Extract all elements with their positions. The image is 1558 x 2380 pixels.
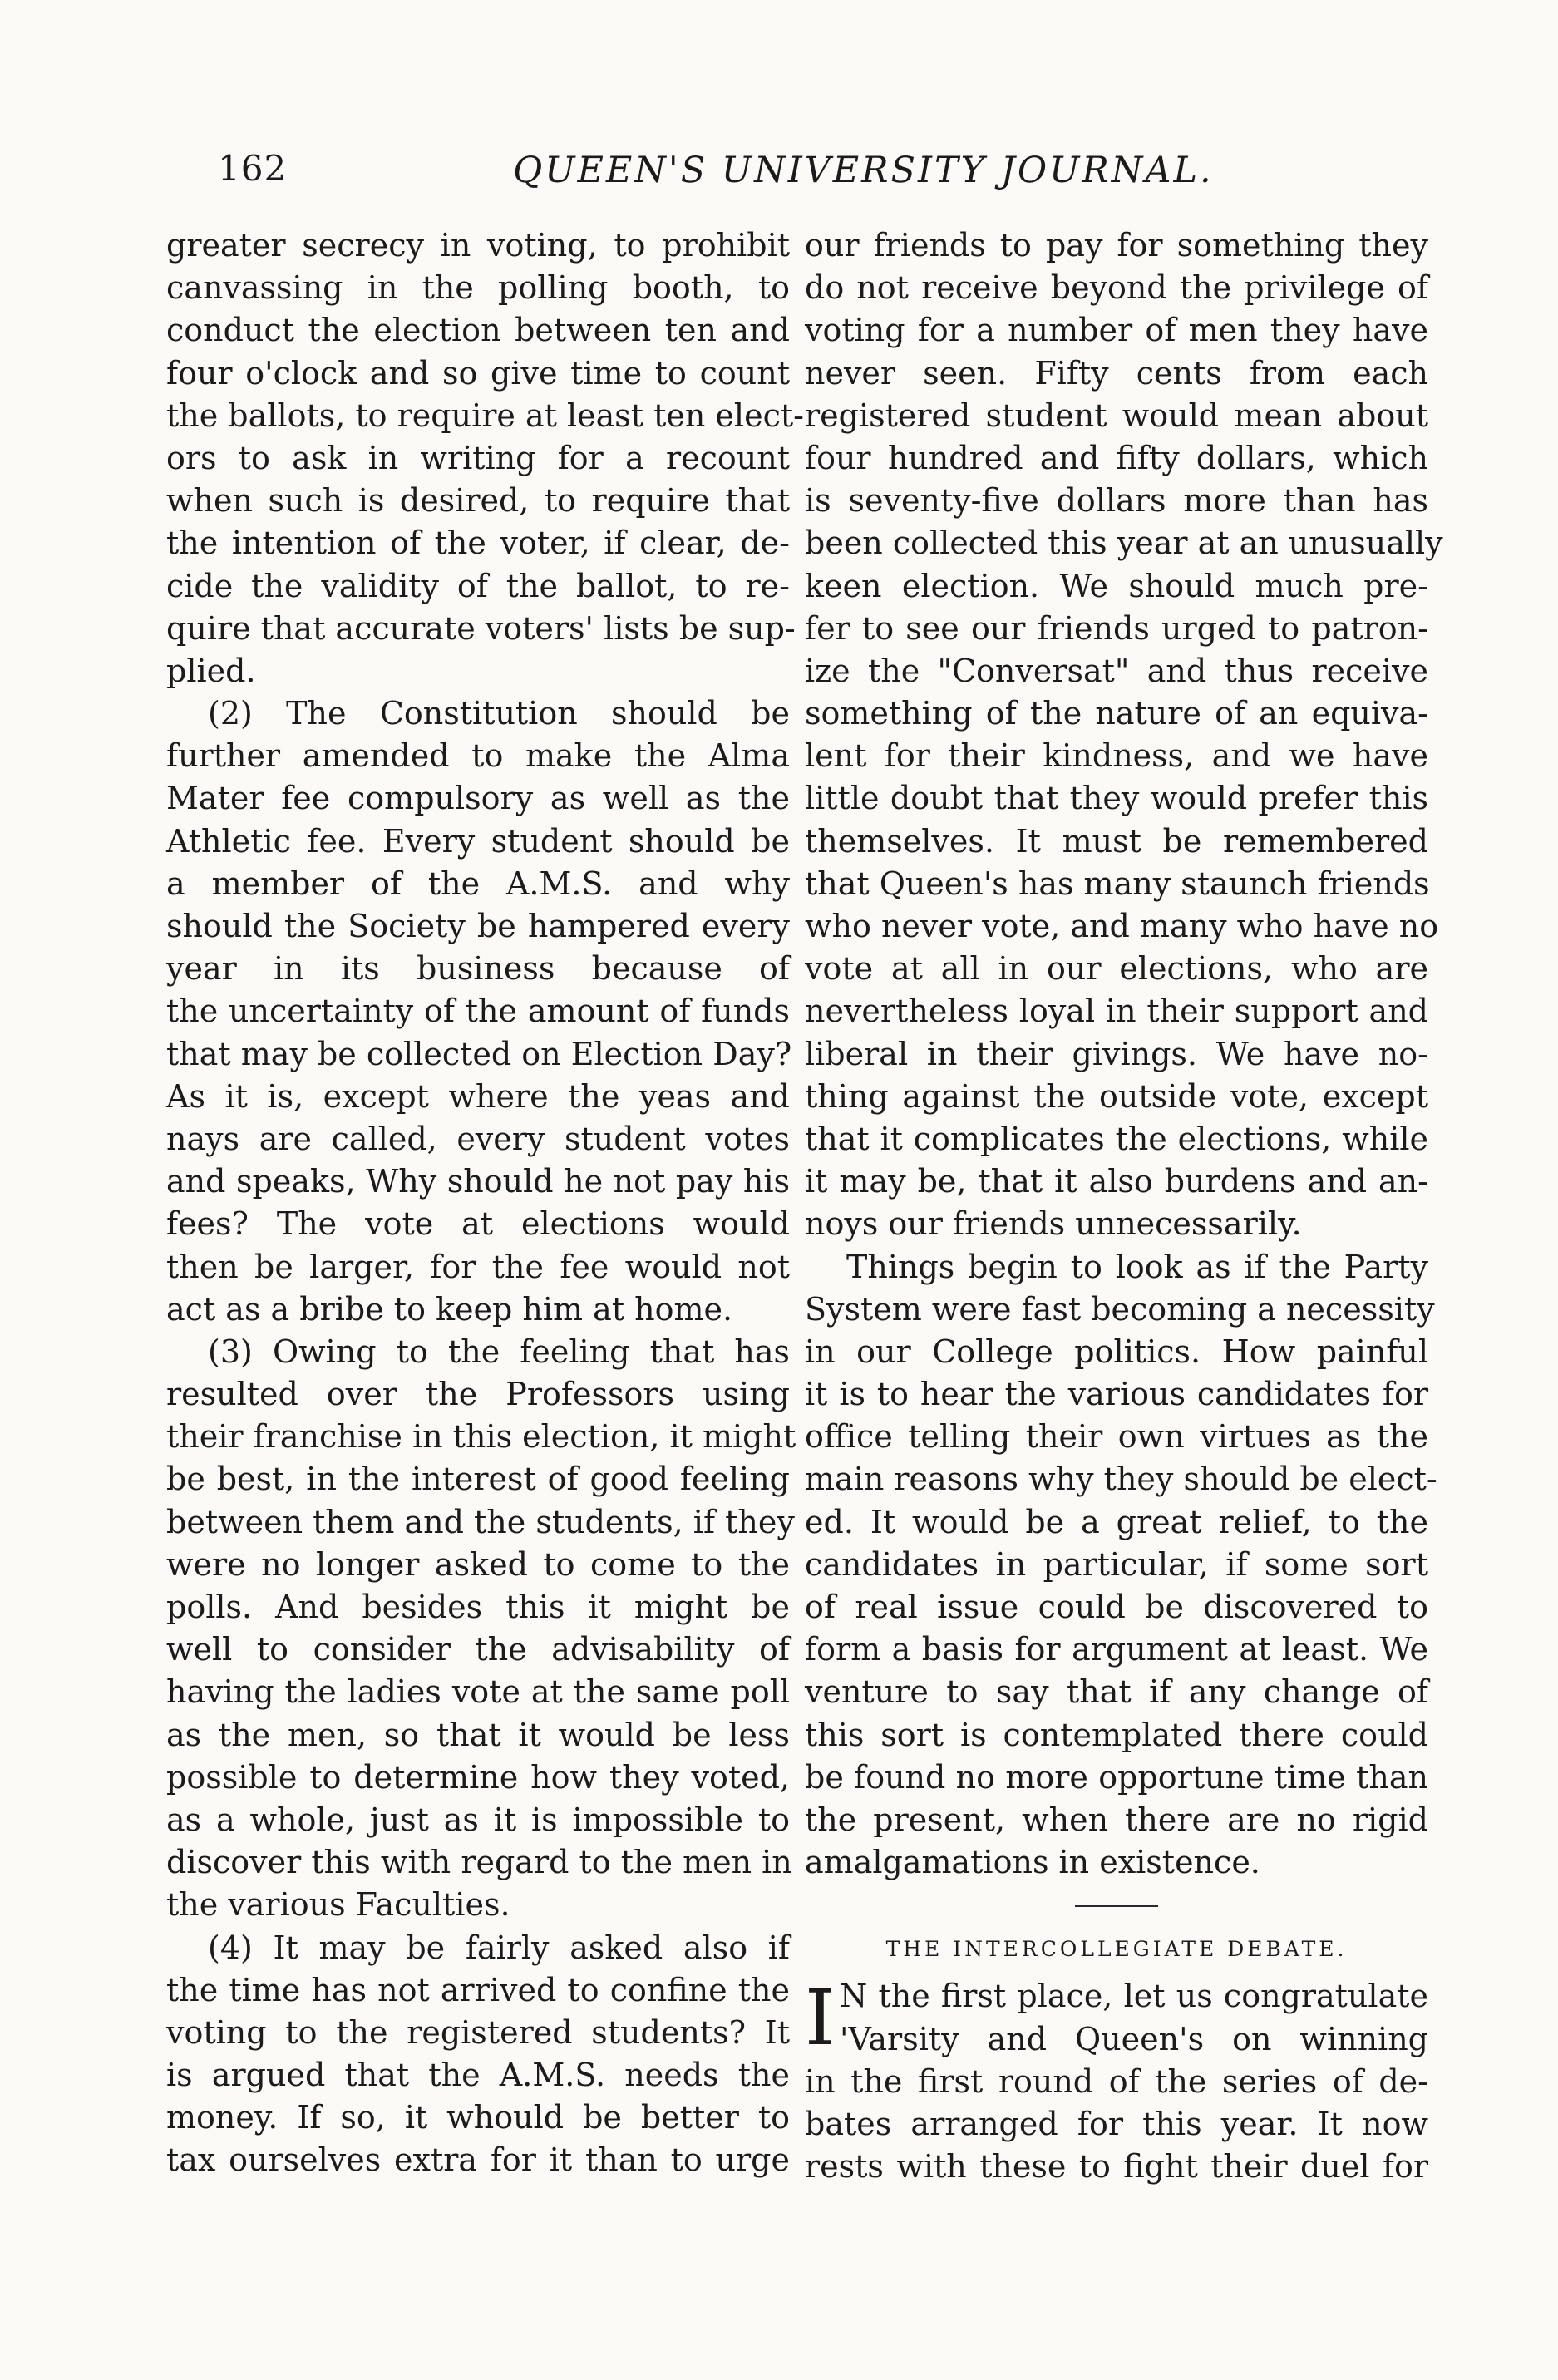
section-divider: [1075, 1905, 1158, 1907]
text-line: ors to ask in writing for a recount: [166, 439, 790, 476]
text-line: the various Faculties.: [166, 1886, 510, 1924]
text-line: having the ladies vote at the same poll: [166, 1673, 790, 1711]
text-line: System were fast becoming a necessity: [805, 1290, 1435, 1328]
text-line: office telling their own virtues as the: [805, 1418, 1428, 1456]
text-line: resulted over the Professors using: [166, 1376, 790, 1413]
text-line: lent for their kindness, and we have: [805, 737, 1428, 775]
text-line: in the first round of the series of de-: [805, 2062, 1428, 2100]
text-line: who never vote, and many who have no: [805, 908, 1439, 944]
text-line: fees? The vote at elections would: [166, 1205, 790, 1243]
text-line: plied.: [166, 652, 256, 689]
text-line: that Queen's has many staunch friends: [805, 865, 1430, 902]
text-line: be found no more opportune time than: [805, 1758, 1428, 1796]
text-line: further amended to make the Alma: [166, 737, 790, 775]
text-line: Things begin to look as if the Party: [846, 1248, 1428, 1285]
text-line: rests with these to fight their duel for: [805, 2148, 1428, 2185]
text-line: of real issue could be discovered to: [805, 1589, 1428, 1625]
drop-cap: I: [805, 1973, 836, 2063]
text-line: the intention of the voter, if clear, de-: [166, 525, 790, 562]
text-line: keen election. We should much pre-: [805, 567, 1428, 604]
text-line: cide the validity of the ballot, to re-: [166, 567, 790, 604]
text-line: something of the nature of an equiva-: [805, 695, 1428, 732]
text-line: the uncertainty of the amount of funds: [166, 993, 790, 1030]
text-line: as the men, so that it would be less: [166, 1716, 790, 1753]
text-line: conduct the election between ten and: [166, 312, 790, 349]
text-line: candidates in particular, if some sort: [805, 1545, 1428, 1583]
text-line: this sort is contemplated there could: [805, 1716, 1428, 1753]
text-line: that it complicates the elections, while: [805, 1120, 1428, 1157]
text-line: As it is, except where the yeas and: [166, 1077, 790, 1115]
text-line: when such is desired, to require that: [166, 482, 790, 520]
text-line: our friends to pay for something they: [805, 227, 1428, 264]
text-line: been collected this year at an unusually: [805, 525, 1443, 562]
text-line: amalgamations in existence.: [805, 1844, 1260, 1881]
text-line: thing against the outside vote, except: [805, 1077, 1428, 1115]
text-line: vote at all in our elections, who are: [805, 950, 1428, 988]
text-line: voting for a number of men they have: [805, 312, 1428, 349]
text-line: then be larger, for the fee would not: [166, 1248, 790, 1285]
text-line: (2) The Constitution should be: [208, 695, 790, 732]
text-line: is argued that the A.M.S. needs the: [166, 2057, 790, 2094]
text-line: money. If so, it whould be better to: [166, 2099, 790, 2136]
text-line: (3) Owing to the feeling that has: [208, 1333, 790, 1370]
section-heading: THE INTERCOLLEGIATE DEBATE.: [885, 1937, 1348, 1962]
text-line: voting to the registered students? It: [166, 2013, 790, 2051]
page-number: 162: [218, 148, 288, 189]
text-line: quire that accurate voters' lists be sup-: [166, 609, 796, 647]
text-line: canvassing in the polling booth, to: [166, 269, 790, 307]
text-line: main reasons why they should be elect-: [805, 1461, 1437, 1498]
text-line: bates arranged for this year. It now: [805, 2105, 1428, 2142]
text-line: Athletic fee. Every student should be: [166, 822, 790, 860]
text-line: never seen. Fifty cents from each: [805, 354, 1428, 392]
page-header: [218, 148, 1398, 206]
text-line: a member of the A.M.S. and why: [166, 865, 790, 902]
text-line: four o'clock and so give time to count: [166, 354, 790, 392]
text-line: greater secrecy in voting, to prohibit: [166, 227, 790, 264]
text-line: should the Society be hampered every: [166, 908, 790, 944]
text-line: the ballots, to require at least ten elect-: [166, 397, 804, 434]
text-line: the present, when there are no rigid: [805, 1801, 1428, 1838]
text-line: were no longer asked to come to the: [166, 1545, 790, 1583]
text-line: fer to see our friends urged to patron-: [805, 609, 1428, 647]
text-line: venture to say that if any change of: [805, 1673, 1428, 1711]
text-line: themselves. It must be remembered: [805, 822, 1428, 860]
text-line: four hundred and fifty dollars, which: [805, 439, 1428, 476]
text-line: ize the "Conversat" and thus receive: [805, 652, 1428, 689]
text-line: liberal in their givings. We have no-: [805, 1035, 1428, 1072]
text-line: in our College politics. How painful: [805, 1333, 1428, 1370]
text-line: it is to hear the various candidates for: [805, 1376, 1428, 1413]
text-line: act as a bribe to keep him at home.: [166, 1290, 733, 1328]
text-line: the time has not arrived to confine the: [166, 1971, 790, 2008]
text-line: discover this with regard to the men in: [166, 1844, 792, 1881]
text-line: tax ourselves extra for it than to urge: [166, 2141, 790, 2179]
text-line: their franchise in this election, it might: [166, 1418, 796, 1456]
text-line: it may be, that it also burdens and an-: [805, 1163, 1428, 1200]
text-line: well to consider the advisability of: [166, 1631, 790, 1668]
text-line: registered student would mean about: [805, 397, 1428, 434]
text-line: between them and the students, if they: [166, 1503, 795, 1540]
text-line: as a whole, just as it is impossible to: [166, 1801, 790, 1838]
text-line: year in its business because of: [166, 950, 790, 988]
text-line: and speaks, Why should he not pay his: [166, 1163, 790, 1200]
text-line: possible to determine how they voted,: [166, 1758, 790, 1796]
text-line: that may be collected on Election Day?: [166, 1035, 792, 1072]
text-line: nays are called, every student votes: [166, 1120, 790, 1157]
text-line: is seventy-five dollars more than has: [805, 482, 1428, 520]
text-line: noys our friends unnecessarily.: [805, 1205, 1302, 1243]
text-line: nevertheless loyal in their support and: [805, 993, 1428, 1030]
text-line: (4) It may be fairly asked also if: [208, 1929, 790, 1966]
text-line: 'Varsity and Queen's on winning: [840, 2020, 1428, 2057]
text-line-content: N the first place, let us congratulate: [840, 1978, 1428, 2015]
text-line: polls. And besides this it might be: [166, 1589, 790, 1625]
running-title: QUEEN'S UNIVERSITY JOURNAL.: [513, 150, 1214, 191]
text-line: be best, in the interest of good feeling: [166, 1461, 790, 1498]
left-column: [166, 224, 804, 2182]
text-line: little doubt that they would prefer this: [805, 780, 1428, 817]
text-line: Mater fee compulsory as well as the: [166, 780, 790, 817]
right-column: [805, 224, 1443, 2188]
text-line: do not receive beyond the privilege of: [805, 269, 1428, 307]
text-line: form a basis for argument at least. We: [805, 1631, 1428, 1668]
text-line: ed. It would be a great relief, to the: [805, 1503, 1428, 1540]
